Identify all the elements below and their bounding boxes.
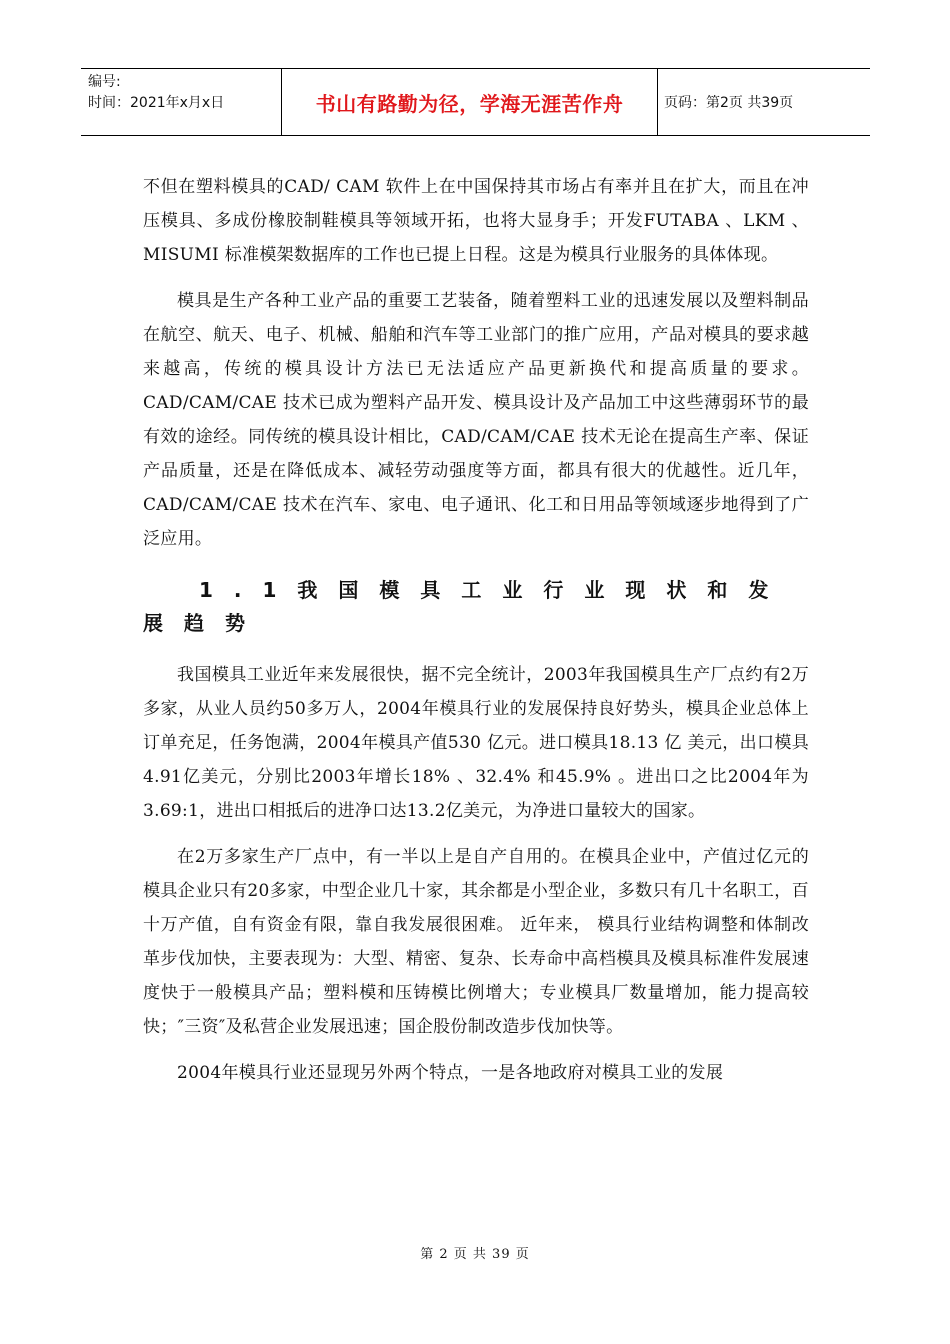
document-time-label: 时间：2021年x月x日	[88, 95, 225, 111]
header-meta	[81, 69, 282, 135]
document-body	[143, 170, 809, 1102]
body-paragraph-3: 我国模具工业近年来发展很快，据不完全统计，2003年我国模具生产厂点约有2万多家，从业人员约50多万人，2004年模具行业的发展保持良好势头，模具企业总体上订单充足，任务饱满，2004年模具产值530 亿元。进口模具18.13 亿 美元，出口模具4.91亿美元，分别比2003年增长18% 、32.4% 和45.9% 。进出口之比2004年为3.69:1，进出口相抵后的进净口达13.2亿美元，为净进口量较大的国家。	[143, 665, 809, 821]
section-heading: 1.1我国模具工业行业现状和发展趋势	[143, 578, 790, 635]
body-paragraph-1: 不但在塑料模具的CAD/ CAM 软件上在中国保持其市场占有率并且在扩大，而且在冲压模具、多成份橡胶制鞋模具等领域开拓，也将大显身手；开发FUTABA 、LKM 、MISUMI 标准模架数据库的工作也已提上日程。这是为模具行业服务的具体体现。	[143, 177, 809, 265]
body-paragraph-4: 在2万多家生产厂点中，有一半以上是自产自用的。在模具企业中，产值过亿元的模具企业只有20多家，中型企业几十家，其余都是小型企业，多数只有几十名职工，百十万产值，自有资金有限，靠自我发展很困难。 近年来， 模具行业结构调整和体制改革步伐加快，主要表现为：大型、精密、复杂、长寿命中高档模具及模具标准件发展速度快于一般模具产品；塑料模和压铸模比例增大；专业模具厂数量增加，能力提高较快；″三资″及私营企业发展迅速；国企股份制改造步伐加快等。	[143, 847, 809, 1037]
body-paragraph-2: 模具是生产各种工业产品的重要工艺装备，随着塑料工业的迅速发展以及塑料制品在航空、航天、电子、机械、船舶和汽车等工业部门的推广应用，产品对模具的要求越来越高，传统的模具设计方法已无法适应产品更新换代和提高质量的要求。CAD/CAM/CAE 技术已成为塑料产品开发、模具设计及产品加工中这些薄弱环节的最有效的途经。同传统的模具设计相比，CAD/CAM/CAE 技术无论在提高生产率、保证产品质量，还是在降低成本、减轻劳动强度等方面，都具有很大的优越性。近几年，CAD/CAM/CAE 技术在汽车、家电、电子通讯、化工和日用品等领域逐步地得到了广泛应用。	[143, 291, 809, 549]
page-footer: 第 2 页 共 39 页	[420, 1247, 530, 1262]
page-header	[81, 68, 870, 136]
header-page-code: 页码：第2页 共39页	[664, 95, 794, 111]
body-paragraph-5: 2004年模具行业还显现另外两个特点，一是各地政府对模具工业的发展	[177, 1063, 724, 1083]
document-number-label: 编号:	[88, 74, 121, 90]
header-motto: 书山有路勤为径，学海无涯苦作舟	[282, 69, 658, 135]
